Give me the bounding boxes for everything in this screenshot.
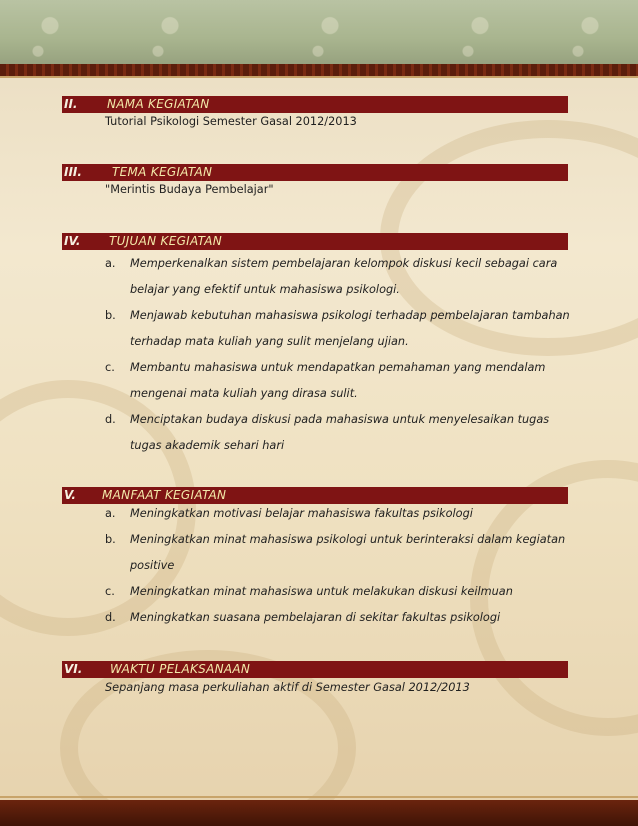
list-item-line: Memperkenalkan sistem pembelajaran kelompok diskusi kecil sebagai cara	[130, 257, 558, 270]
list-item-letter: a.	[105, 507, 116, 520]
section-number: V.	[64, 488, 76, 502]
list-item-letter: b.	[105, 533, 116, 546]
section-body: "Merintis Budaya Pembelajar"	[105, 183, 274, 196]
list-item-letter: c.	[105, 361, 115, 374]
section-title: MANFAAT KEGIATAN	[102, 488, 227, 502]
section-header-waktu-pelaksanaan	[62, 661, 568, 678]
section-title: NAMA KEGIATAN	[107, 97, 210, 111]
section-header-tujuan-kegiatan	[62, 233, 568, 250]
list-item-line: positive	[130, 559, 175, 572]
list-item-line: terhadap mata kuliah yang sulit menjelang ujian.	[130, 335, 409, 348]
list-item-line: Meningkatkan suasana pembelajaran di sekitar fakultas psikologi	[130, 611, 501, 624]
section-body: Sepanjang masa perkuliahan aktif di Semester Gasal 2012/2013	[105, 681, 470, 694]
list-item-line: Meningkatkan motivasi belajar mahasiswa fakultas psikologi	[130, 507, 473, 520]
list-item-line: Menciptakan budaya diskusi pada mahasiswa untuk menyelesaikan tugas	[130, 413, 550, 426]
section-number: IV.	[64, 234, 81, 248]
section-title: WAKTU PELAKSANAAN	[110, 662, 251, 676]
section-title: TEMA KEGIATAN	[112, 165, 213, 179]
section-header-nama-kegiatan	[62, 96, 568, 113]
list-item-line: Meningkatkan minat mahasiswa untuk melakukan diskusi keilmuan	[130, 585, 513, 598]
list-item-letter: c.	[105, 585, 115, 598]
list-item-line: mengenai mata kuliah yang dirasa sulit.	[130, 387, 358, 400]
section-number: II.	[64, 97, 78, 111]
list-item-line: belajar yang efektif untuk mahasiswa psikologi.	[130, 283, 400, 296]
section-header-manfaat-kegiatan	[62, 487, 568, 504]
list-item-line: tugas akademik sehari hari	[130, 439, 285, 452]
section-header-tema-kegiatan	[62, 164, 568, 181]
list-item-line: Membantu mahasiswa untuk mendapatkan pemahaman yang mendalam	[130, 361, 546, 374]
section-title: TUJUAN KEGIATAN	[109, 234, 222, 248]
list-item-line: Meningkatkan minat mahasiswa psikologi untuk berinteraksi dalam kegiatan	[130, 533, 566, 546]
list-item-letter: a.	[105, 257, 116, 270]
section-body: Tutorial Psikologi Semester Gasal 2012/2013	[105, 115, 357, 128]
section-number: III.	[64, 165, 82, 179]
list-item-letter: d.	[105, 611, 116, 624]
list-item-letter: b.	[105, 309, 116, 322]
list-item-letter: d.	[105, 413, 116, 426]
section-number: VI.	[64, 662, 83, 676]
list-item-line: Menjawab kebutuhan mahasiswa psikologi terhadap pembelajaran tambahan	[130, 309, 570, 322]
